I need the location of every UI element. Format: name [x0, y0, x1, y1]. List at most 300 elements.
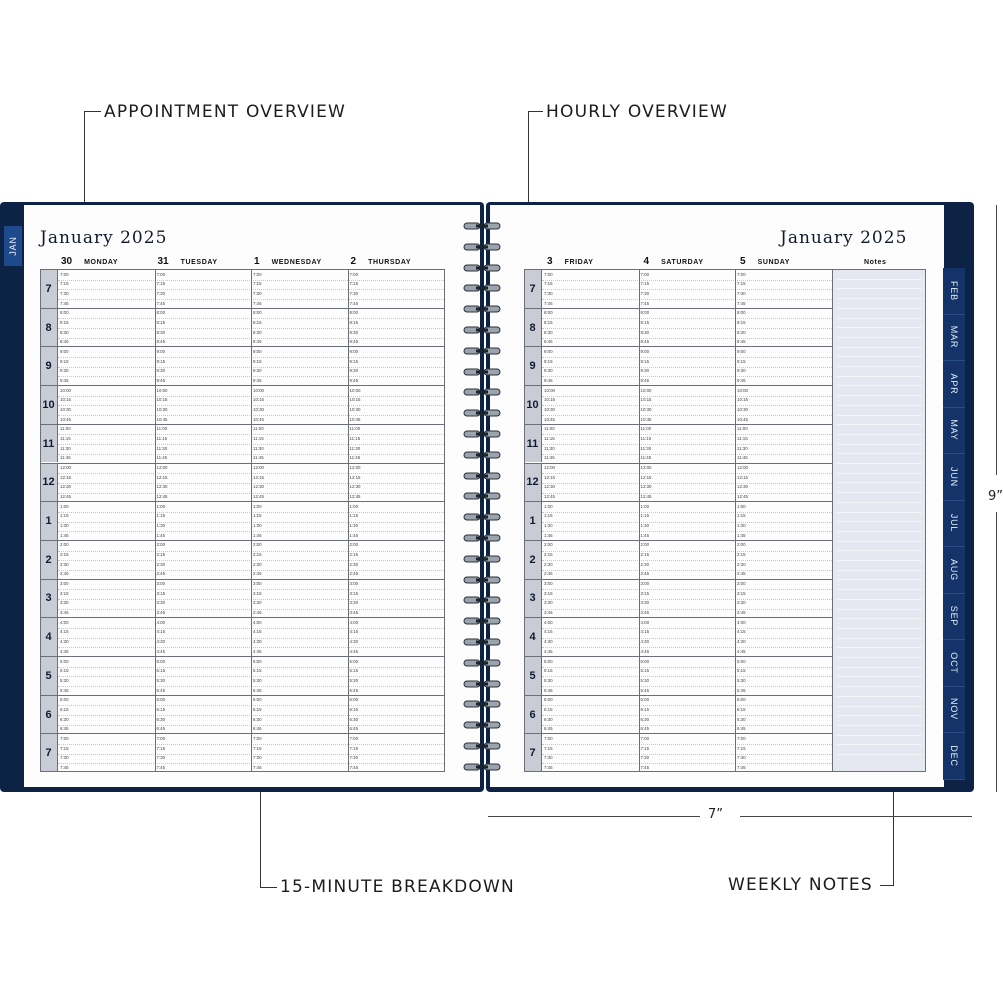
- time-slot-label: 10:45: [640, 416, 652, 422]
- time-slot-label: 2:30: [156, 561, 166, 567]
- time-slot-label: 9:30: [544, 368, 553, 374]
- time-slot-label: 5:15: [349, 668, 359, 674]
- time-slot-label: 6:00: [640, 697, 650, 703]
- spiral-ring: [462, 698, 502, 710]
- time-slot-label: 3:15: [349, 590, 359, 596]
- month-tab-jul[interactable]: [943, 501, 965, 548]
- time-slot-label: 5:00: [60, 658, 69, 664]
- time-slot-label: 5:00: [737, 658, 746, 664]
- time-slot-label: 12:15: [349, 474, 361, 480]
- time-slot-label: 8:30: [156, 329, 166, 335]
- time-slot-label: 7:45: [253, 764, 262, 770]
- time-slot-label: 5:30: [253, 677, 262, 683]
- hour-label: 8: [524, 309, 542, 347]
- time-slot-label: 11:45: [60, 455, 71, 461]
- time-slot-label: 5:30: [156, 677, 166, 683]
- time-slot-label: 1:15: [60, 513, 69, 519]
- time-slot-label: 7:30: [737, 755, 746, 761]
- time-slot-label: 2:45: [737, 571, 746, 577]
- time-slot-label: 6:00: [156, 697, 166, 703]
- day-number: 5: [740, 256, 746, 267]
- time-slot-label: 1:30: [253, 523, 262, 529]
- hour-label: 6: [40, 696, 58, 734]
- hour-label: 1: [524, 502, 542, 540]
- day-name: TUESDAY: [180, 259, 218, 266]
- hour-label: 7: [524, 270, 542, 308]
- time-slot-label: 10:30: [349, 406, 361, 412]
- day-header: [254, 256, 322, 267]
- time-slot-label: 8:00: [60, 310, 69, 316]
- time-slot-label: 4:15: [640, 629, 650, 635]
- time-slot-label: 1:45: [253, 532, 262, 538]
- month-tab-label: JUN: [949, 466, 959, 487]
- time-slot-label: 6:45: [253, 726, 262, 732]
- time-slot-label: 9:15: [737, 358, 746, 364]
- spiral-ring: [462, 719, 502, 731]
- notes-header: Notes: [864, 259, 887, 266]
- time-slot-label: 1:30: [156, 523, 166, 529]
- time-slot-label: 6:00: [544, 697, 553, 703]
- time-slot-label: 7:15: [156, 745, 166, 751]
- month-tab-label: FEB: [949, 280, 959, 301]
- spiral-ring: [462, 262, 502, 274]
- spiral-ring: [462, 449, 502, 461]
- time-slot-label: 2:45: [253, 571, 262, 577]
- time-slot-label: 6:45: [349, 726, 359, 732]
- spiral-ring: [462, 282, 502, 294]
- time-slot-label: 11:30: [640, 445, 652, 451]
- time-slot-label: 11:15: [156, 435, 168, 441]
- month-tab-aug[interactable]: [943, 547, 965, 594]
- spiral-ring: [462, 636, 502, 648]
- time-slot-label: 5:15: [640, 668, 650, 674]
- time-slot-label: 5:30: [349, 677, 359, 683]
- time-slot-label: 6:15: [60, 706, 69, 712]
- time-slot-label: 1:15: [544, 513, 553, 519]
- time-slot-label: 10:15: [737, 397, 748, 403]
- time-slot-label: 7:45: [253, 300, 262, 306]
- spiral-ring: [462, 366, 502, 378]
- time-slot-label: 6:45: [737, 726, 746, 732]
- time-slot-label: 3:45: [60, 610, 69, 616]
- time-slot-label: 5:00: [253, 658, 262, 664]
- time-slot-label: 10:30: [156, 406, 168, 412]
- time-slot-label: 6:30: [349, 716, 359, 722]
- time-slot-label: 11:15: [60, 435, 71, 441]
- month-tab-may[interactable]: [943, 408, 965, 455]
- time-slot-label: 1:15: [253, 513, 262, 519]
- time-slot-label: 6:30: [253, 716, 262, 722]
- time-slot-label: 7:30: [349, 290, 359, 296]
- month-tab-label: MAY: [949, 419, 959, 441]
- time-slot-label: 10:30: [544, 406, 555, 412]
- callout-appointment-overview: APPOINTMENT OVERVIEW: [104, 102, 347, 122]
- time-slot-label: 6:15: [349, 706, 359, 712]
- time-slot-label: 3:30: [349, 600, 359, 606]
- month-tab-jan[interactable]: JAN: [4, 226, 22, 266]
- time-slot-label: 6:15: [544, 706, 553, 712]
- hour-label: 7: [40, 270, 58, 308]
- time-slot-label: 12:15: [737, 474, 748, 480]
- time-slot-label: 7:30: [60, 290, 69, 296]
- spiral-ring: [462, 470, 502, 482]
- width-dimension-line-left: [488, 816, 700, 817]
- spiral-ring: [462, 345, 502, 357]
- month-tab-nov[interactable]: [943, 687, 965, 734]
- time-slot-label: 10:30: [737, 406, 748, 412]
- time-slot-label: 7:00: [60, 735, 69, 741]
- time-slot-label: 4:45: [349, 648, 359, 654]
- time-slot-label: 12:30: [544, 484, 555, 490]
- time-slot-label: 12:45: [640, 494, 652, 500]
- time-slot-label: 7:00: [349, 735, 359, 741]
- time-slot-label: 11:15: [544, 435, 555, 441]
- time-slot-label: 11:45: [544, 455, 555, 461]
- day-name: SUNDAY: [757, 259, 791, 266]
- time-slot-label: 9:30: [349, 368, 359, 374]
- time-slot-label: 11:30: [253, 445, 264, 451]
- time-slot-label: 7:00: [349, 271, 359, 277]
- time-slot-label: 11:45: [640, 455, 652, 461]
- hour-label: 9: [524, 347, 542, 385]
- hour-label: 10: [40, 386, 58, 424]
- time-slot-label: 5:15: [544, 668, 553, 674]
- hour-label: 7: [524, 734, 542, 772]
- time-slot-label: 2:00: [737, 542, 746, 548]
- time-slot-label: 8:30: [60, 329, 69, 335]
- right-page-title: January 2025: [780, 228, 908, 248]
- time-slot-label: 9:30: [640, 368, 650, 374]
- time-slot-label: 12:30: [737, 484, 748, 490]
- month-tab-label: NOV: [949, 698, 959, 721]
- day-header: [740, 256, 790, 267]
- spiral-ring: [462, 407, 502, 419]
- time-slot-label: 1:00: [737, 503, 746, 509]
- time-slot-label: 5:00: [544, 658, 553, 664]
- day-header: [351, 256, 412, 267]
- time-slot-label: 3:30: [253, 600, 262, 606]
- time-slot-label: 4:15: [349, 629, 359, 635]
- time-slot-label: 2:15: [60, 552, 69, 558]
- time-slot-label: 10:15: [544, 397, 555, 403]
- time-slot-label: 8:15: [253, 319, 262, 325]
- time-slot-label: 9:45: [60, 377, 69, 383]
- time-slot-label: 1:30: [60, 523, 69, 529]
- time-slot-label: 11:15: [737, 435, 748, 441]
- month-tab-label: DEC: [949, 745, 959, 767]
- time-slot-label: 8:30: [640, 329, 650, 335]
- time-slot-label: 2:30: [253, 561, 262, 567]
- time-slot-label: 11:45: [349, 455, 361, 461]
- time-slot-label: 3:45: [544, 610, 553, 616]
- spiral-ring: [462, 220, 502, 232]
- time-slot-label: 3:00: [737, 581, 746, 587]
- time-slot-label: 7:45: [60, 300, 69, 306]
- spiral-ring: [462, 386, 502, 398]
- time-slot-label: 1:30: [737, 523, 746, 529]
- time-slot-label: 6:00: [60, 697, 69, 703]
- time-slot-label: 4:30: [253, 639, 262, 645]
- spiral-ring: [462, 324, 502, 336]
- time-slot-label: 7:30: [253, 755, 262, 761]
- time-slot-label: 5:15: [737, 668, 746, 674]
- time-slot-label: 7:45: [640, 300, 650, 306]
- time-slot-label: 4:30: [156, 639, 166, 645]
- time-slot-label: 3:30: [544, 600, 553, 606]
- time-slot-label: 9:00: [60, 348, 69, 354]
- callout-hourly-overview: HOURLY OVERVIEW: [546, 102, 728, 122]
- hour-label: 12: [40, 464, 58, 502]
- month-tab-oct[interactable]: [943, 640, 965, 687]
- time-slot-label: 11:45: [253, 455, 264, 461]
- time-slot-label: 1:15: [737, 513, 746, 519]
- spiral-ring: [462, 428, 502, 440]
- time-slot-label: 6:45: [544, 726, 553, 732]
- month-tab-dec[interactable]: [943, 733, 965, 780]
- time-slot-label: 1:45: [349, 532, 359, 538]
- time-slot-label: 4:00: [253, 619, 262, 625]
- time-slot-label: 10:45: [737, 416, 748, 422]
- time-slot-label: 8:30: [544, 329, 553, 335]
- time-slot-label: 11:00: [737, 426, 748, 432]
- time-slot-label: 1:45: [156, 532, 166, 538]
- time-slot-label: 1:30: [349, 523, 359, 529]
- time-slot-label: 3:00: [156, 581, 166, 587]
- time-slot-label: 6:30: [156, 716, 166, 722]
- day-name: FRIDAY: [564, 259, 594, 266]
- time-slot-label: 5:30: [737, 677, 746, 683]
- time-slot-label: 3:00: [640, 581, 650, 587]
- time-slot-label: 11:15: [253, 435, 264, 441]
- time-slot-label: 10:45: [156, 416, 168, 422]
- time-slot-label: 7:45: [349, 764, 359, 770]
- time-slot-label: 7:30: [60, 755, 69, 761]
- left-schedule-grid: [40, 269, 445, 772]
- time-slot-label: 8:45: [253, 339, 262, 345]
- hour-label: 12: [524, 464, 542, 502]
- hour-label: 9: [40, 347, 58, 385]
- time-slot-label: 4:00: [544, 619, 553, 625]
- time-slot-label: 11:15: [640, 435, 652, 441]
- time-slot-label: 2:15: [349, 552, 359, 558]
- time-slot-label: 5:45: [544, 687, 553, 693]
- time-slot-label: 8:15: [349, 319, 359, 325]
- hour-label: 5: [524, 657, 542, 695]
- time-slot-label: 12:00: [349, 465, 361, 470]
- time-slot-label: 6:00: [737, 697, 746, 703]
- time-slot-label: 11:00: [544, 426, 555, 432]
- time-slot-label: 7:15: [60, 745, 69, 751]
- month-tab-mar[interactable]: [943, 315, 965, 362]
- time-slot-label: 8:00: [737, 310, 746, 316]
- hour-label: 4: [40, 618, 58, 656]
- time-slot-label: 9:15: [253, 358, 262, 364]
- time-slot-label: 2:00: [640, 542, 650, 548]
- time-slot-label: 10:45: [349, 416, 361, 422]
- time-slot-label: 7:15: [349, 745, 359, 751]
- time-slot-label: 2:00: [349, 542, 359, 548]
- time-slot-label: 7:15: [544, 745, 553, 751]
- time-slot-label: 5:00: [349, 658, 359, 664]
- hour-label: 10: [524, 386, 542, 424]
- time-slot-label: 7:15: [349, 281, 359, 287]
- time-slot-label: 1:00: [349, 503, 359, 509]
- time-slot-label: 6:45: [156, 726, 166, 732]
- time-slot-label: 7:15: [60, 281, 69, 287]
- time-slot-label: 4:00: [156, 619, 166, 625]
- time-slot-label: 8:30: [737, 329, 746, 335]
- time-slot-label: 9:45: [349, 377, 359, 383]
- time-slot-label: 1:00: [156, 503, 166, 509]
- time-slot-label: 11:30: [60, 445, 71, 451]
- day-header: [158, 256, 218, 267]
- time-slot-label: 6:30: [544, 716, 553, 722]
- time-slot-label: 8:45: [737, 339, 746, 345]
- time-slot-label: 10:00: [544, 387, 555, 393]
- time-slot-label: 7:00: [253, 271, 262, 277]
- time-slot-label: 4:45: [640, 648, 650, 654]
- time-slot-label: 4:30: [349, 639, 359, 645]
- time-slot-label: 8:00: [349, 310, 359, 316]
- time-slot-label: 7:15: [640, 281, 650, 287]
- time-slot-label: 11:45: [156, 455, 168, 461]
- month-tab-label: OCT: [949, 652, 959, 674]
- time-slot-label: 3:30: [737, 600, 746, 606]
- time-slot-label: 9:30: [737, 368, 746, 374]
- time-slot-label: 10:15: [349, 397, 361, 403]
- time-slot-label: 8:15: [544, 319, 553, 325]
- time-slot-label: 2:45: [640, 571, 650, 577]
- time-slot-label: 12:15: [60, 474, 71, 480]
- time-slot-label: 11:30: [349, 445, 361, 451]
- right-schedule-grid: [524, 269, 926, 772]
- time-slot-label: 5:15: [60, 668, 69, 674]
- month-tab-sep[interactable]: [943, 594, 965, 641]
- time-slot-label: 3:15: [544, 590, 553, 596]
- time-slot-label: 2:15: [156, 552, 166, 558]
- month-tab-label: AUG: [949, 558, 959, 581]
- spiral-ring: [462, 594, 502, 606]
- time-slot-label: 3:45: [640, 610, 650, 616]
- time-slot-label: 9:15: [349, 358, 359, 364]
- hour-label: 2: [40, 541, 58, 579]
- spiral-ring: [462, 303, 502, 315]
- width-dimension-line-right: [740, 816, 972, 817]
- time-slot-label: 3:15: [640, 590, 650, 596]
- time-slot-label: 4:45: [544, 648, 553, 654]
- spiral-ring: [462, 657, 502, 669]
- time-slot-label: 5:45: [60, 687, 69, 693]
- time-slot-label: 3:15: [60, 590, 69, 596]
- time-slot-label: 5:00: [156, 658, 166, 664]
- time-slot-label: 7:00: [640, 271, 650, 277]
- month-tab-apr[interactable]: [943, 361, 965, 408]
- time-slot-label: 12:00: [737, 465, 748, 470]
- time-slot-label: 10:00: [253, 387, 264, 393]
- time-slot-label: 5:00: [640, 658, 650, 664]
- month-tab-label: APR: [949, 373, 959, 395]
- width-dimension-label: 7”: [708, 807, 724, 822]
- time-slot-label: 10:15: [60, 397, 71, 403]
- spiral-ring: [462, 740, 502, 752]
- time-slot-label: 4:45: [156, 648, 166, 654]
- time-slot-label: 9:00: [544, 348, 553, 354]
- time-slot-label: 7:00: [737, 735, 746, 741]
- time-slot-label: 4:45: [737, 648, 746, 654]
- hour-label: 8: [40, 309, 58, 347]
- time-slot-label: 8:30: [253, 329, 262, 335]
- day-number: 3: [547, 256, 553, 267]
- time-slot-label: 7:30: [544, 755, 553, 761]
- time-slot-label: 8:30: [349, 329, 359, 335]
- time-slot-label: 3:45: [156, 610, 166, 616]
- hour-label: 7: [40, 734, 58, 772]
- time-slot-label: 8:45: [60, 339, 69, 345]
- time-slot-label: 7:15: [737, 745, 746, 751]
- hour-label: 4: [524, 618, 542, 656]
- time-slot-label: 9:00: [737, 348, 746, 354]
- time-slot-label: 6:15: [737, 706, 746, 712]
- time-slot-label: 10:45: [253, 416, 264, 422]
- time-slot-label: 12:00: [640, 465, 652, 470]
- spiral-ring: [462, 532, 502, 544]
- time-slot-label: 7:30: [640, 755, 650, 761]
- time-slot-label: 7:00: [253, 735, 262, 741]
- time-slot-label: 7:15: [737, 281, 746, 287]
- month-tab-feb[interactable]: [943, 268, 965, 315]
- day-name: WEDNESDAY: [271, 259, 322, 266]
- time-slot-label: 12:45: [737, 494, 748, 500]
- time-slot-label: 4:00: [349, 619, 359, 625]
- callout-weekly-notes: WEEKLY NOTES: [728, 875, 873, 895]
- time-slot-label: 9:15: [640, 358, 650, 364]
- spiral-ring: [462, 490, 502, 502]
- time-slot-label: 5:15: [253, 668, 262, 674]
- height-dimension-label: 9”: [988, 489, 1003, 504]
- time-slot-label: 5:30: [640, 677, 650, 683]
- time-slot-label: 6:30: [60, 716, 69, 722]
- time-slot-label: 3:00: [60, 581, 69, 587]
- time-slot-label: 1:15: [349, 513, 359, 519]
- day-number: 31: [157, 256, 169, 267]
- time-slot-label: 1:30: [640, 523, 650, 529]
- time-slot-label: 1:45: [737, 532, 746, 538]
- grid-border: [40, 269, 445, 772]
- day-header: [644, 256, 704, 267]
- time-slot-label: 10:30: [640, 406, 652, 412]
- hour-label: 3: [524, 580, 542, 618]
- time-slot-label: 2:45: [349, 571, 359, 577]
- hour-label: 1: [40, 502, 58, 540]
- time-slot-label: 10:30: [60, 406, 71, 412]
- time-slot-label: 12:45: [544, 494, 555, 500]
- time-slot-label: 11:00: [349, 426, 361, 432]
- time-slot-label: 10:00: [156, 387, 168, 393]
- time-slot-label: 7:30: [156, 755, 166, 761]
- time-slot-label: 1:00: [253, 503, 262, 509]
- time-slot-label: 9:30: [156, 368, 166, 374]
- month-tab-jun[interactable]: [943, 454, 965, 501]
- time-slot-label: 7:45: [737, 300, 746, 306]
- time-slot-label: 1:00: [640, 503, 650, 509]
- time-slot-label: 2:45: [156, 571, 166, 577]
- time-slot-label: 8:45: [156, 339, 166, 345]
- time-slot-label: 12:45: [253, 494, 264, 500]
- time-slot-label: 9:00: [253, 348, 262, 354]
- time-slot-label: 9:45: [737, 377, 746, 383]
- time-slot-label: 2:00: [253, 542, 262, 548]
- time-slot-label: 12:30: [60, 484, 71, 490]
